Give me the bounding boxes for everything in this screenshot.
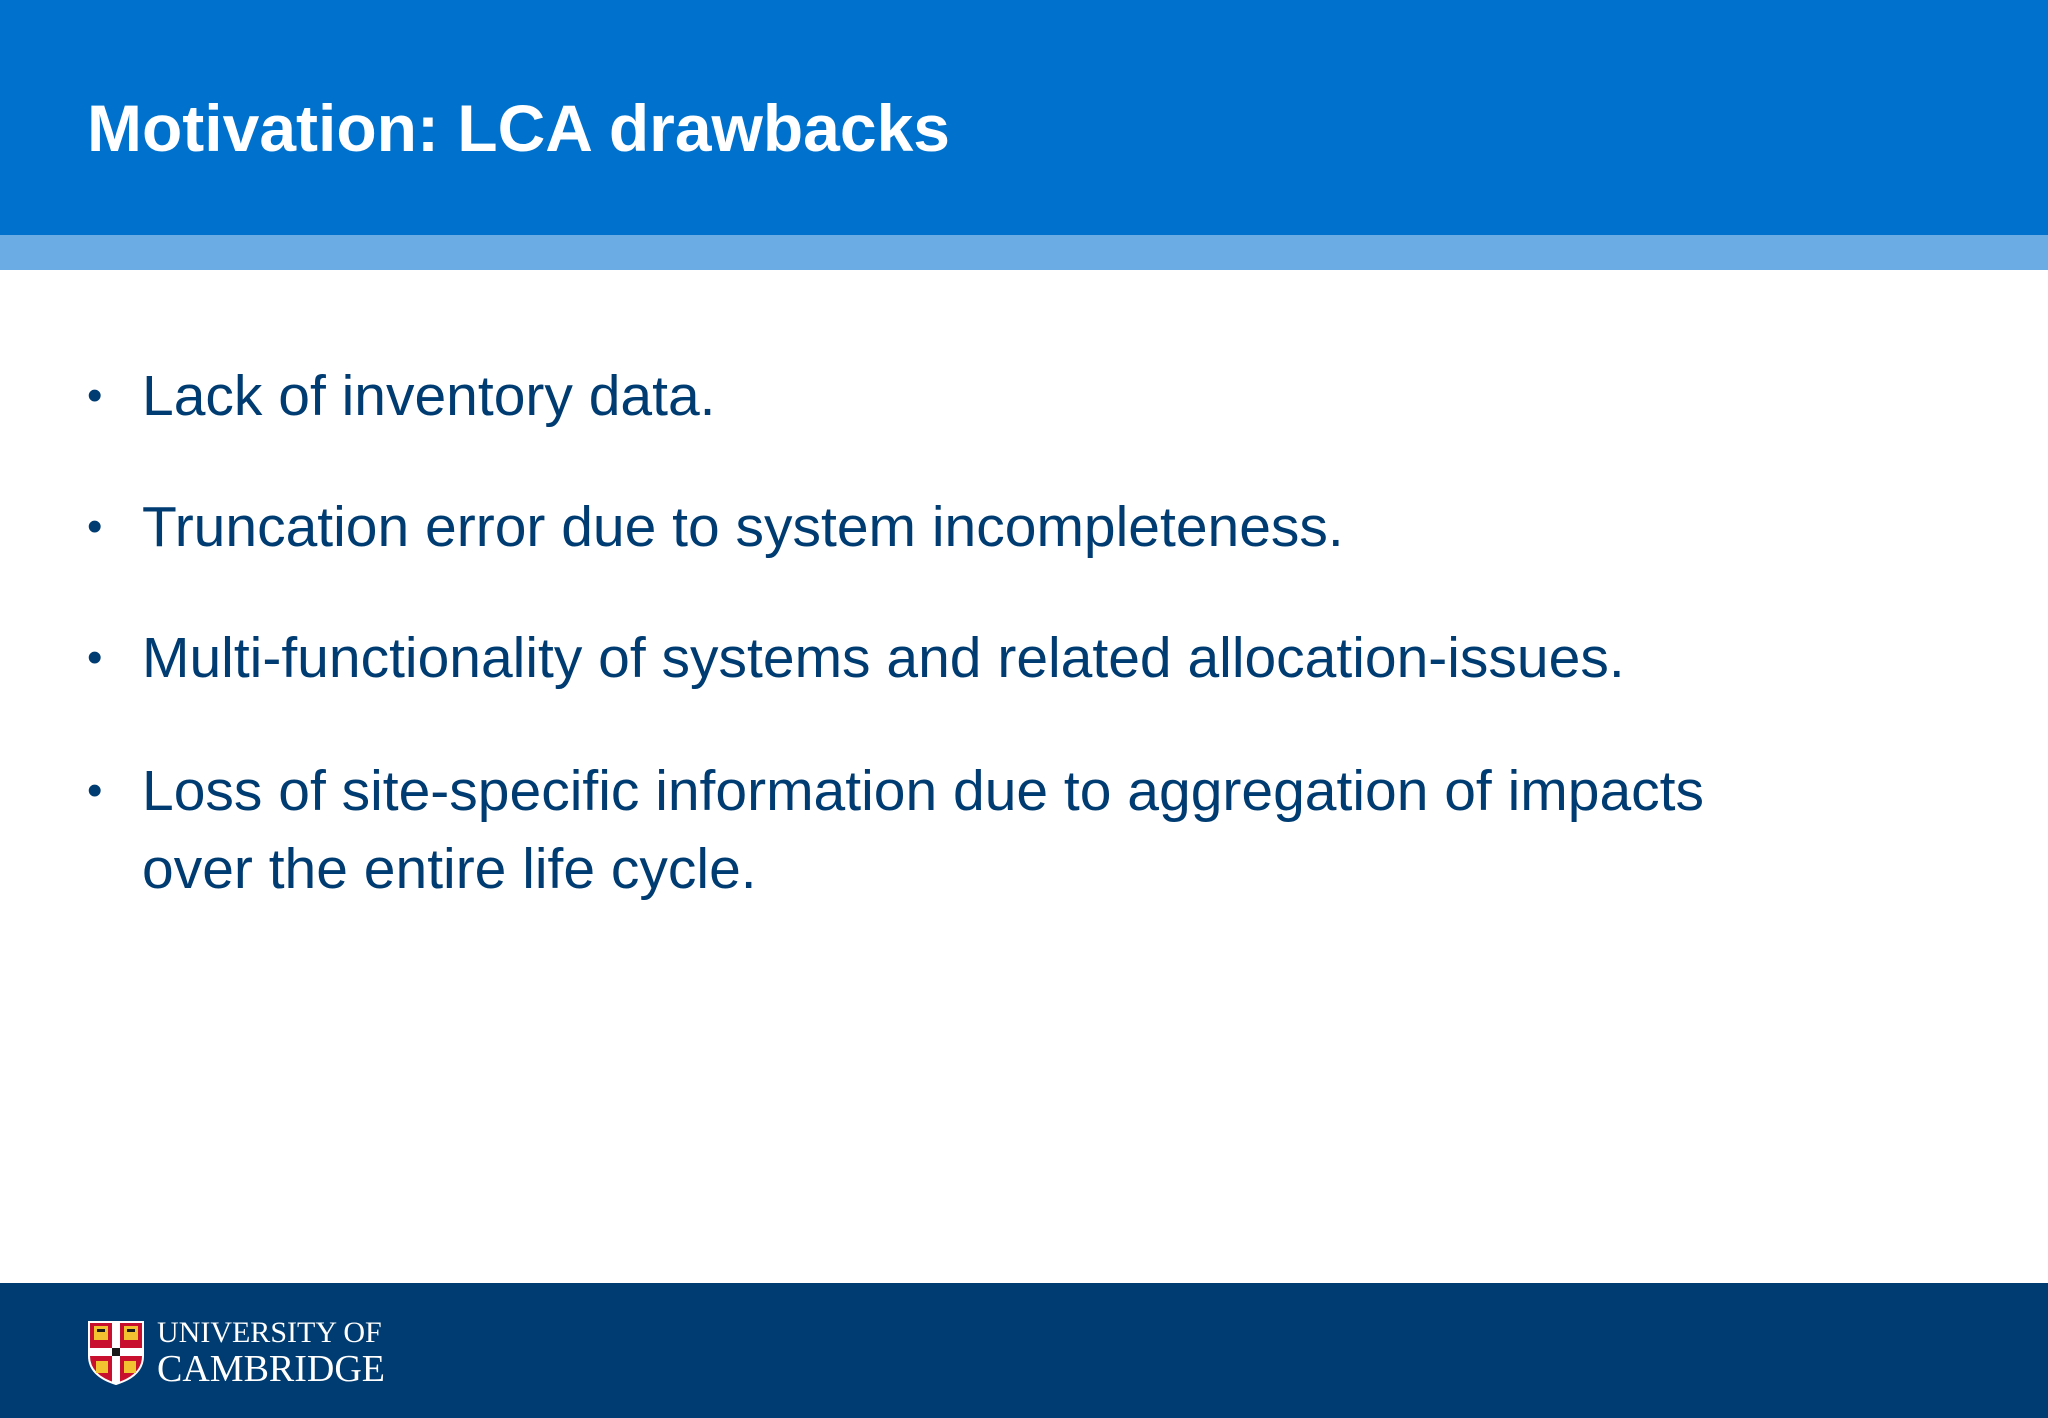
- bullet-icon: •: [87, 371, 103, 420]
- bullet-text: Loss of site-specific information due to aggregation of impacts over the entire life cycle.: [142, 759, 1704, 901]
- university-crest-icon: [87, 1320, 145, 1386]
- bullet-item: [87, 619, 1967, 697]
- bullet-icon: •: [87, 766, 103, 815]
- bullet-text: Truncation error due to system incompleteness.: [142, 495, 1344, 559]
- bullet-item: [87, 488, 1967, 566]
- logo-line-1: UNIVERSITY OF: [157, 1316, 382, 1349]
- bullet-text: Lack of inventory data.: [142, 364, 716, 428]
- bullet-item: [87, 752, 1967, 908]
- bullet-text: Multi-functionality of systems and related allocation-issues.: [142, 626, 1625, 690]
- bullet-icon: •: [87, 633, 103, 682]
- university-logo: [87, 1318, 385, 1388]
- bullet-icon: •: [87, 502, 103, 551]
- slide-title: Motivation: LCA drawbacks: [87, 91, 950, 165]
- bullet-item: [87, 357, 1967, 435]
- logo-line-2: CAMBRIDGE: [157, 1348, 386, 1390]
